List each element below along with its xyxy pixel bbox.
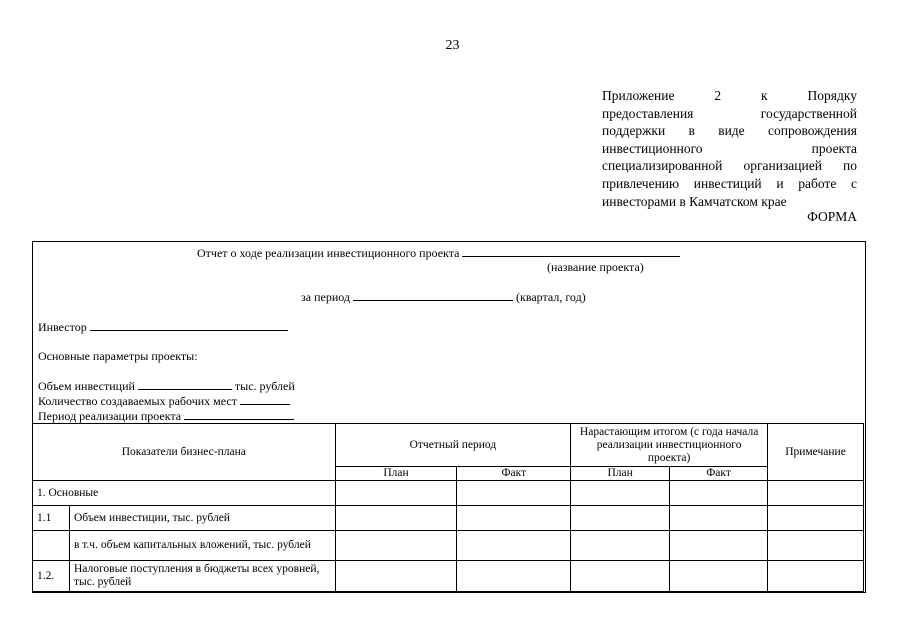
report-title-line [197,245,680,260]
row-label: в т.ч. объем капитальных вложений, тыс. рублей [69,531,335,561]
investment-unit: тыс. рублей [234,379,295,393]
subheader-fact: Факт [670,467,768,481]
appendix-line: специализированной организацией по [602,158,857,174]
appendix-line: инвестиционного проекта [602,140,857,156]
table-cell[interactable] [571,531,670,561]
investment-field[interactable] [138,378,232,390]
header-cumulative: Нарастающим итогом (с года начала реализации инвестиционного проекта) [571,424,768,467]
report-title: Отчет о ходе реализации инвестиционного проекта [197,246,460,260]
jobs-label: Количество создаваемых рабочих мест [38,394,237,408]
impl-period-field[interactable] [184,408,294,420]
period-label: за период [301,290,350,304]
project-name-caption: (название проекта) [547,260,644,274]
appendix-line: привлечению инвестиций и работе с [602,175,857,191]
impl-period-label: Период реализации проекта [38,409,182,423]
period-field[interactable] [353,289,513,301]
row-number [33,531,70,561]
header-note: Примечание [768,424,864,481]
table-cell[interactable] [335,506,457,531]
indicators-table [32,423,864,592]
report-form [32,241,866,593]
appendix-line: предоставления государственной [602,105,857,121]
table-row [33,506,864,531]
period-caption: (квартал, год) [516,290,586,304]
table-cell[interactable] [768,561,864,592]
table-row [33,531,864,561]
table-cell[interactable] [670,531,768,561]
table-cell[interactable] [768,481,864,506]
appendix-line: поддержки в виде сопровождения [602,123,857,139]
table-row [33,481,864,506]
row-number: 1.1 [33,506,70,531]
table-cell[interactable] [571,506,670,531]
page-number: 23 [445,38,460,53]
investment-label: Объем инвестиций [38,379,135,393]
table-cell[interactable] [335,481,457,506]
table-header-row [33,424,864,467]
investor-label: Инвестор [38,320,87,334]
table-cell[interactable] [670,481,768,506]
row-number: 1.2. [33,561,70,592]
params-heading: Основные параметры проекты: [38,349,198,363]
table-cell[interactable] [670,561,768,592]
project-name-field[interactable] [462,245,680,257]
subheader-plan: План [335,467,457,481]
row-main-label: 1. Основные [33,481,336,506]
table-cell[interactable] [571,561,670,592]
table-row [33,561,864,592]
appendix-line: Приложение 2 к Порядку [602,88,857,103]
subheader-plan: План [571,467,670,481]
appendix-note [602,87,857,210]
table-cell[interactable] [457,481,571,506]
investor-line [38,319,288,334]
impl-period-line [38,408,294,423]
table-cell[interactable] [457,506,571,531]
table-cell[interactable] [335,561,457,592]
subheader-fact: Факт [457,467,571,481]
table-cell[interactable] [335,531,457,561]
header-reporting-period: Отчетный период [335,424,571,467]
jobs-line [38,393,290,408]
table-cell[interactable] [670,506,768,531]
table-cell[interactable] [768,531,864,561]
table-cell[interactable] [768,506,864,531]
investment-line [38,378,295,393]
jobs-field[interactable] [240,393,290,405]
appendix-line: инвесторами в Камчатском крае [602,193,787,209]
form-label: ФОРМА [807,209,857,224]
table-cell[interactable] [571,481,670,506]
table-cell[interactable] [457,561,571,592]
table-cell[interactable] [457,531,571,561]
header-indicators: Показатели бизнес-плана [33,424,336,481]
investor-field[interactable] [90,319,288,331]
row-label: Налоговые поступления в бюджеты всех уровней, тыс. рублей [69,561,335,592]
row-label: Объем инвестиции, тыс. рублей [69,506,335,531]
period-line [301,289,586,304]
